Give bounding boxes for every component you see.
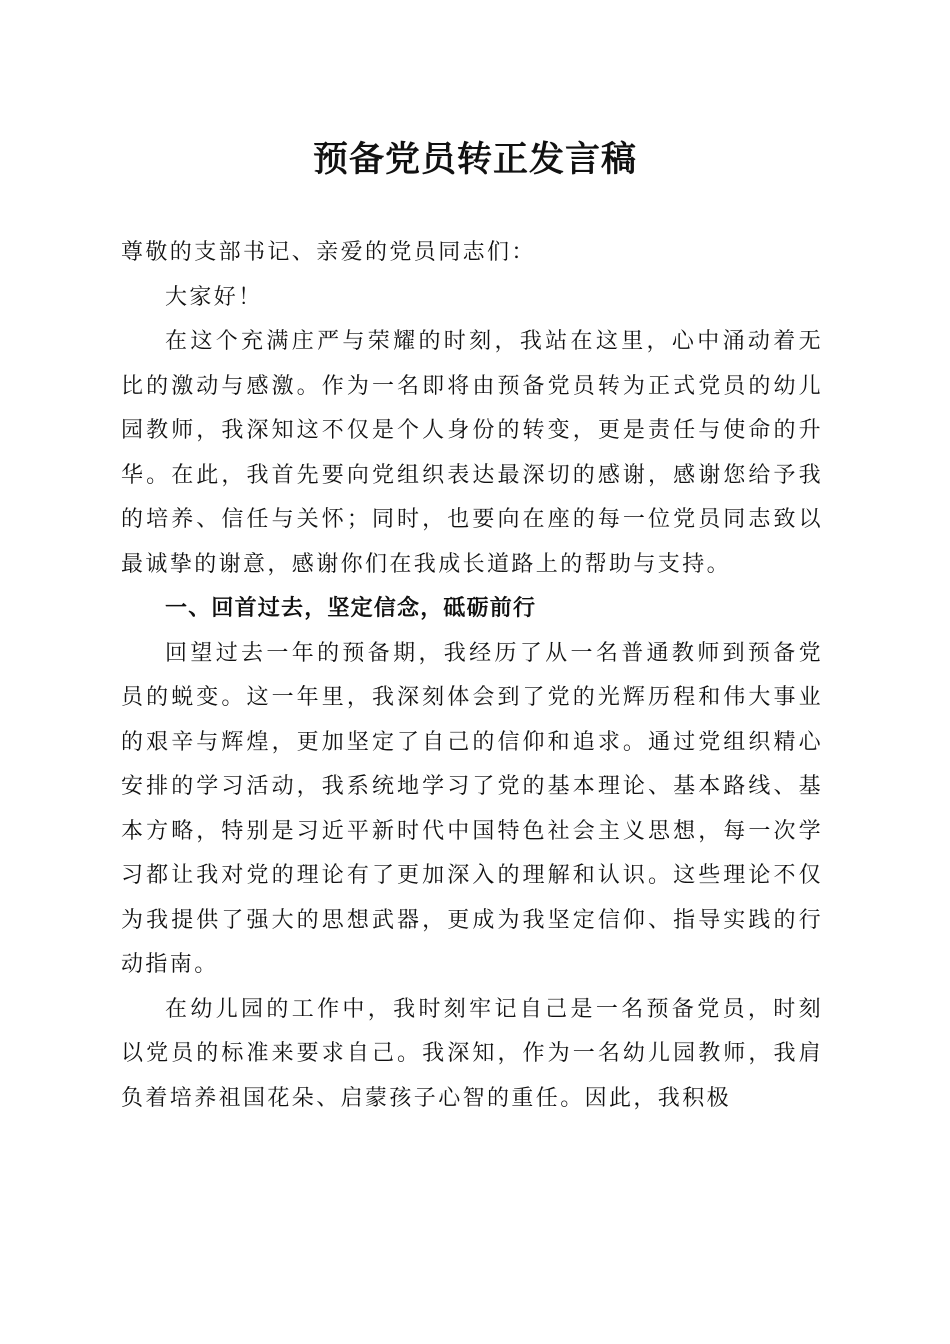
greeting: 大家好！ — [165, 284, 263, 310]
section-1-paragraph-1: 回望过去一年的预备期，我经历了从一名普通教师到预备党员的蜕变。这一年里，我深刻体会到了党的光辉历程和伟大事业的艰辛与辉煌，更加坚定了自己的信仰和追求。通过党组织精心安排的学习活动，我系统地学习了党的基本理论、基本路线、基本方略，特别是习近平新时代中国特色社会主义思想，每一次学习都让我对党的理论有了更加深入的理解和认识。这些理论不仅为我提供了强大的思想武器，更成为我坚定信仰、指导实践的行动指南。 — [121, 640, 823, 977]
document-title: 预备党员转正发言稿 — [312, 139, 637, 180]
document-body — [121, 231, 823, 1121]
section-1-heading: 一、回首过去，坚定信念，砥砺前行 — [165, 596, 537, 621]
section-1-paragraph-2: 在幼儿园的工作中，我时刻牢记自己是一名预备党员，时刻以党员的标准来要求自己。我深知，作为一名幼儿园教师，我肩负着培养祖国花朵、启蒙孩子心智的重任。因此，我积极 — [121, 996, 823, 1111]
salutation: 尊敬的支部书记、亲爱的党员同志们： — [121, 240, 536, 265]
intro-paragraph: 在这个充满庄严与荣耀的时刻，我站在这里，心中涌动着无比的激动与感激。作为一名即将由预备党员转为正式党员的幼儿园教师，我深知这不仅是个人身份的转变，更是责任与使命的升华。在此，我首先要向党组织表达最深切的感谢，感谢您给予我的培养、信任与关怀；同时，也要向在座的每一位党员同志致以最诚挚的谢意，感谢你们在我成长道路上的帮助与支持。 — [121, 329, 823, 577]
